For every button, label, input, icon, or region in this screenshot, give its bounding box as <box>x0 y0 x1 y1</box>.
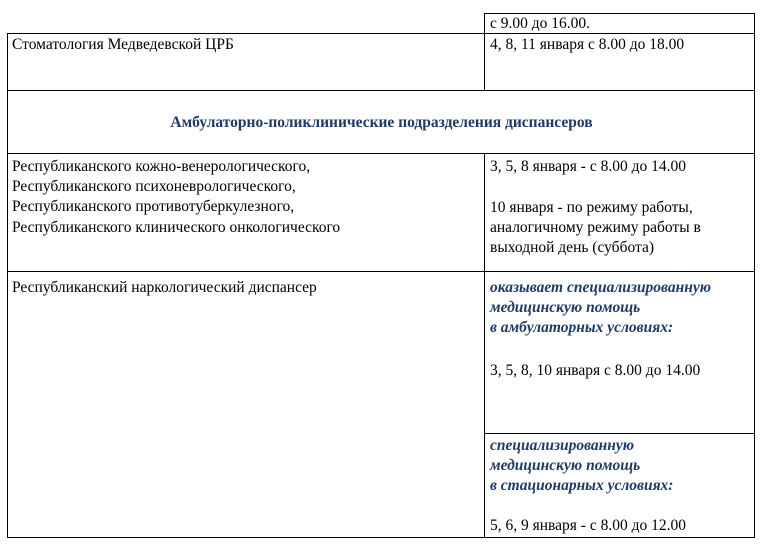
inpatient-label: в стационарных условиях: <box>490 477 674 494</box>
dispensary-schedule-note: 10 января - по режиму работы, <box>490 199 693 216</box>
table-rule <box>7 153 754 154</box>
table-rule <box>484 433 754 434</box>
outpatient-label: медицинскую помощь <box>490 299 641 316</box>
inpatient-schedule: 5, 6, 9 января - с 8.00 до 12.00 <box>490 517 686 534</box>
outpatient-schedule: 3, 5, 8, 10 января с 8.00 до 14.00 <box>490 362 701 379</box>
top-time-cell: с 9.00 до 16.00. <box>490 15 591 32</box>
dispensary-name: Республиканского клинического онкологического <box>12 219 341 236</box>
dispensary-name: Республиканского кожно-венерологического, <box>12 158 311 175</box>
table-rule <box>754 13 755 538</box>
dispensary-schedule-note: аналогичному режиму работы в <box>490 219 701 236</box>
table-rule <box>7 271 754 272</box>
table-rule <box>7 537 754 538</box>
row-name: Стоматология Медведевской ЦРБ <box>12 36 234 53</box>
dispensary-schedule: 3, 5, 8 января - с 8.00 до 14.00 <box>490 158 686 175</box>
inpatient-label: медицинскую помощь <box>490 457 641 474</box>
section-heading: Амбулаторно-поликлинические подразделения диспансеров <box>170 114 593 131</box>
outpatient-label: оказывает специализированную <box>490 279 712 296</box>
inpatient-label: специализированную <box>490 437 635 454</box>
table-rule <box>7 33 8 538</box>
dispensary-name: Республиканского психоневрологического, <box>12 178 296 195</box>
table-rule <box>484 153 485 538</box>
narcology-name: Республиканский наркологический диспансер <box>12 279 317 296</box>
dispensary-schedule-note: выходной день (суббота) <box>490 239 655 256</box>
row-schedule: 4, 8, 11 января с 8.00 до 18.00 <box>490 36 685 53</box>
table-rule <box>484 13 485 90</box>
dispensary-name: Республиканского противотуберкулезного, <box>12 198 295 215</box>
table-rule <box>7 33 754 34</box>
outpatient-label: в амбулаторных условиях: <box>490 319 674 336</box>
table-rule <box>7 90 754 91</box>
